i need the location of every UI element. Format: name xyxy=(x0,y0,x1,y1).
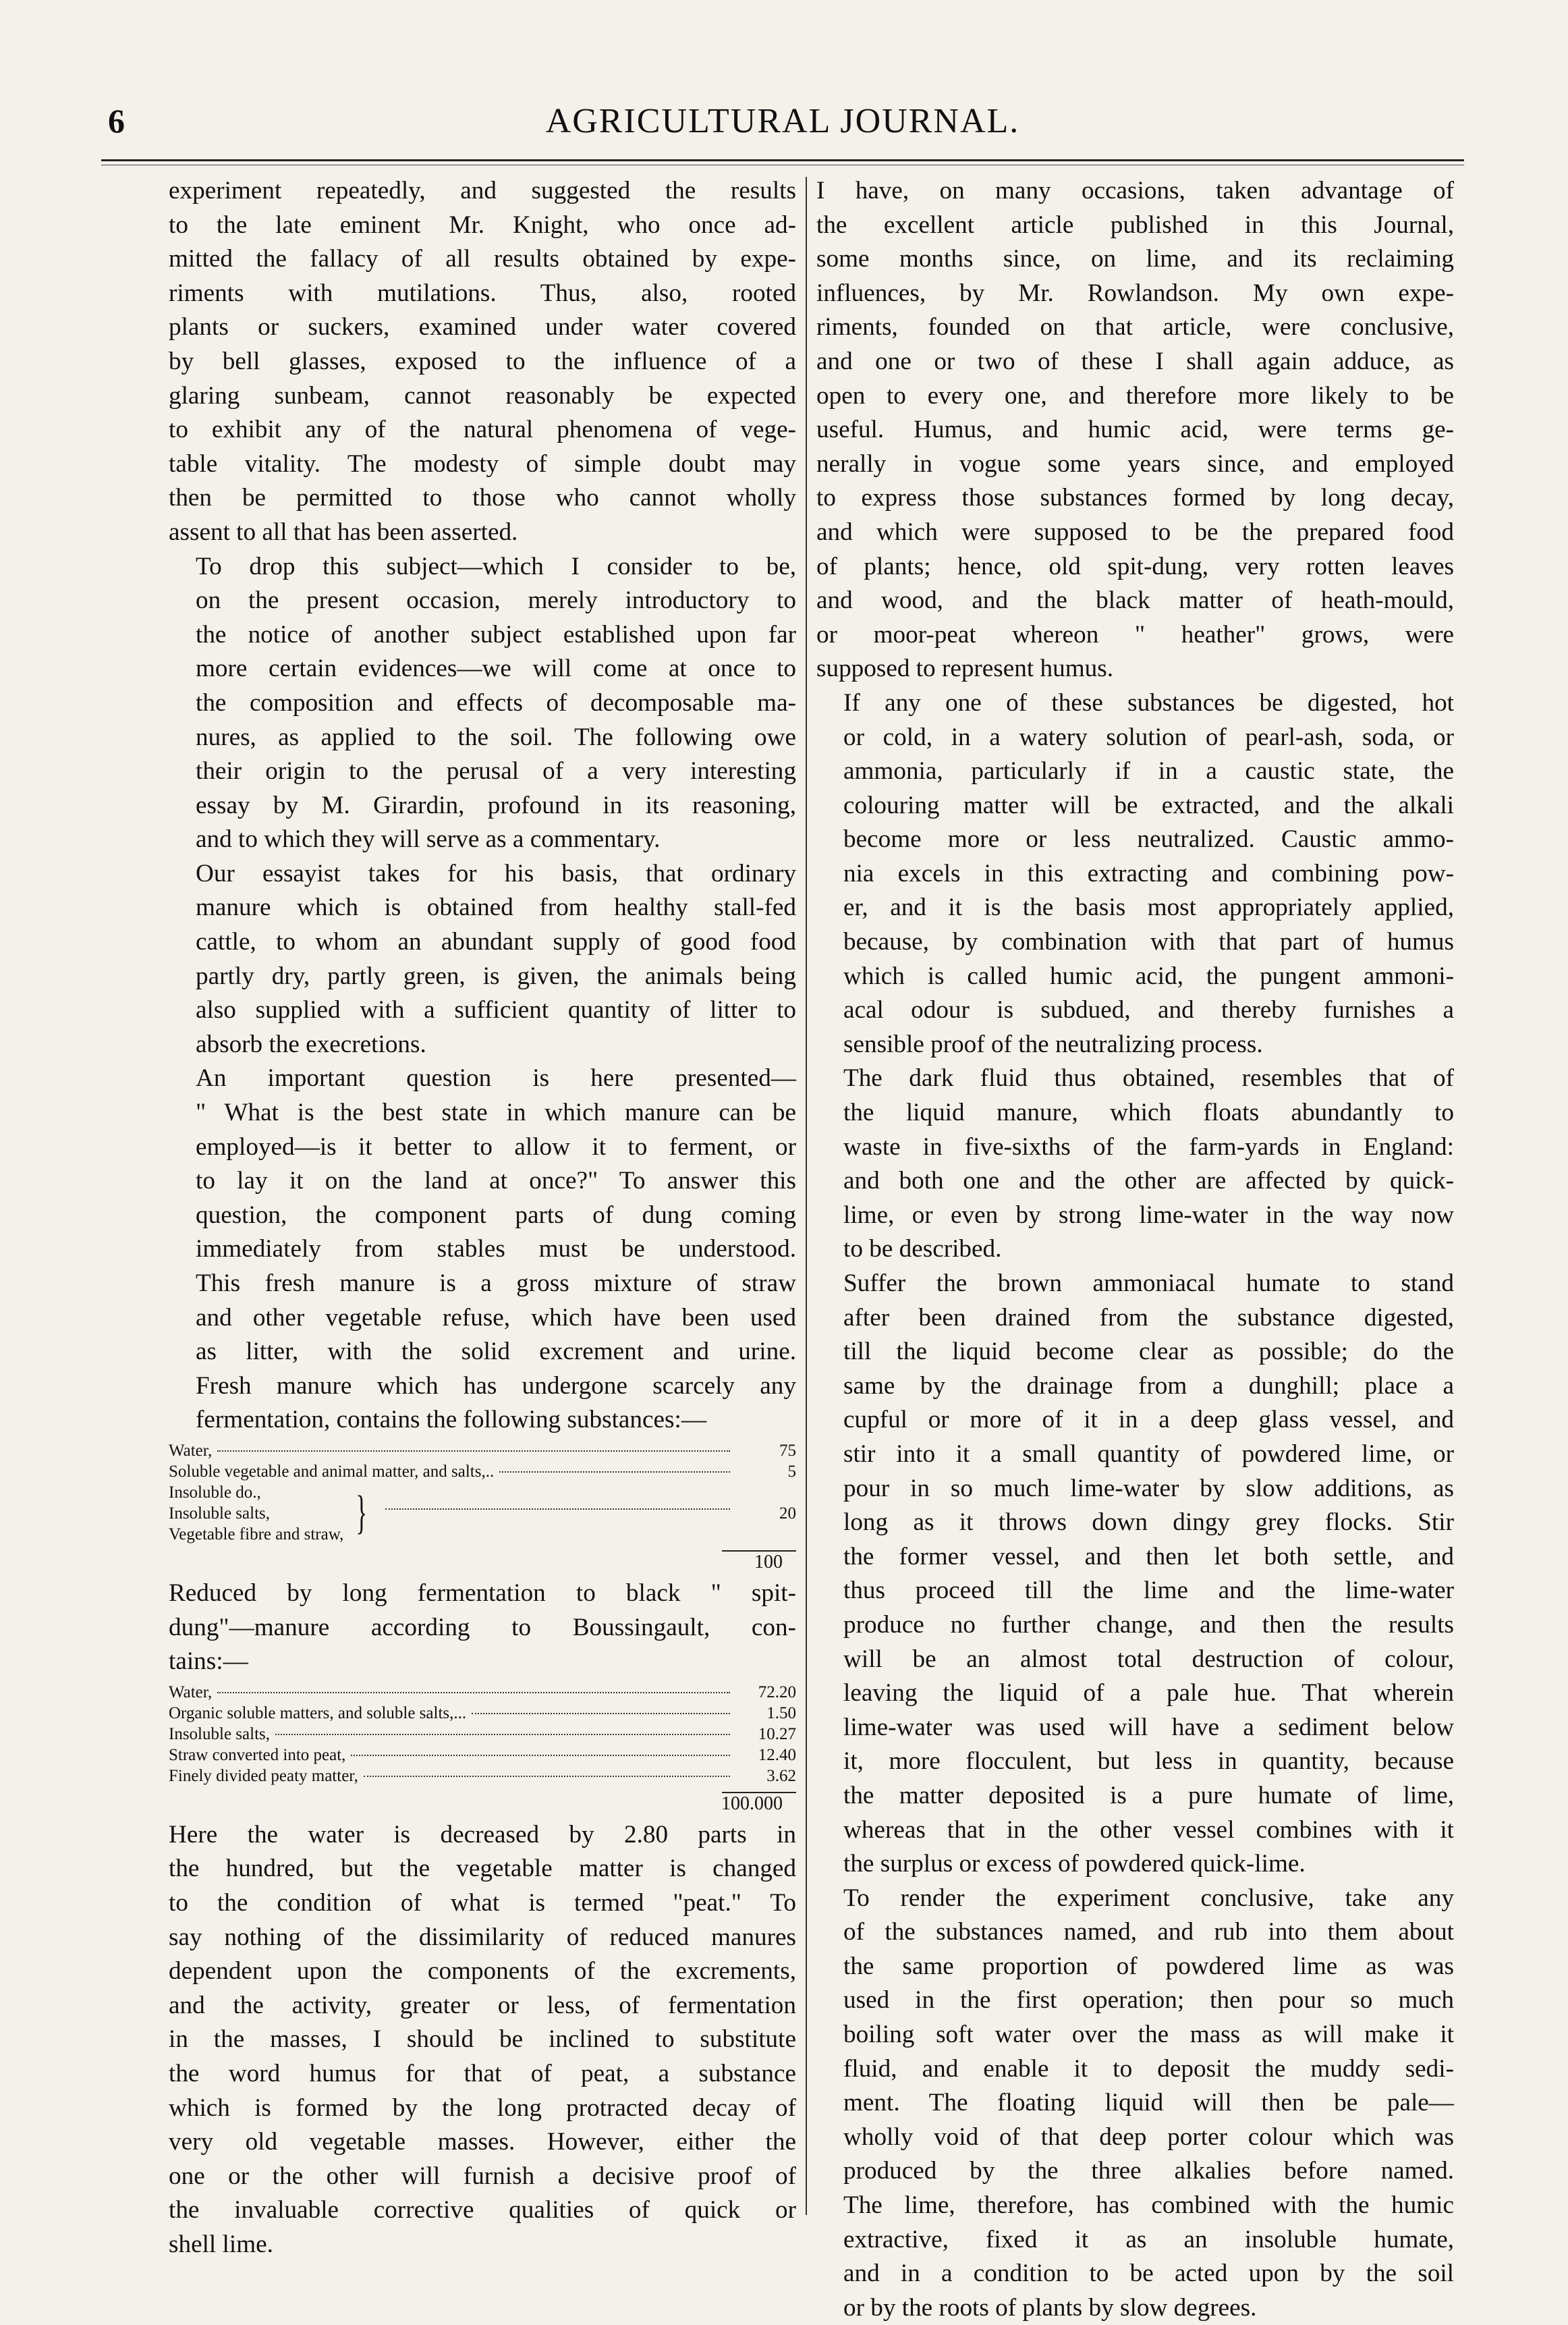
text-line: Suffer the brown ammoniacal humate to stand xyxy=(843,1269,1454,1297)
text-line: assent to all that has been asserted. xyxy=(169,518,518,546)
text-line: produced by the three alkalies before named. xyxy=(843,2157,1454,2185)
text-line: nures, as applied to the soil. The following owe xyxy=(196,723,796,751)
table-row: Finely divided peaty matter, 3.62 xyxy=(169,1766,796,1785)
paragraph xyxy=(816,1062,1454,1267)
text-line: cupful or more of it in a deep glass vessel, and xyxy=(843,1406,1454,1434)
page-number: 6 xyxy=(108,102,125,140)
text-line: more certain evidences—we will come at once to xyxy=(196,655,796,683)
text-line: will be an almost total destruction of colour, xyxy=(843,1645,1454,1673)
text-line: lime, or even by strong lime-water in the way now xyxy=(843,1201,1454,1229)
text-line: to the late eminent Mr. Knight, who once ad- xyxy=(169,211,796,239)
text-line: Reduced by long fermentation to black " spit- xyxy=(169,1579,796,1607)
text-line: and which were supposed to be the prepared food xyxy=(816,518,1454,546)
text-line: of plants; hence, old spit-dung, very rotten leaves xyxy=(816,552,1454,580)
text-line: mitted the fallacy of all results obtained by expe- xyxy=(169,245,796,273)
text-line: useful. Humus, and humic acid, were terms ge- xyxy=(816,416,1454,444)
text-line: employed—is it better to allow it to ferment, or xyxy=(196,1132,796,1161)
text-line: thus proceed till the lime and the lime-water xyxy=(843,1577,1454,1605)
text-line: or by the roots of plants by slow degrees. xyxy=(843,2293,1257,2322)
text-line: and one or two of these I shall again adduce, as xyxy=(816,347,1454,375)
text-line: and to which they will serve as a commentary. xyxy=(196,825,661,854)
paragraph xyxy=(169,550,796,857)
table-row: Water, 72.20 xyxy=(169,1683,796,1701)
text-line: nerally in vogue some years since, and employed xyxy=(816,449,1454,478)
text-line: by bell glasses, exposed to the influence of a xyxy=(169,347,796,375)
text-line: boiling soft water over the mass as will make it xyxy=(843,2021,1454,2049)
table-row: Insoluble salts, 10.27 xyxy=(169,1724,796,1743)
text-line: pour in so much lime-water by slow additions, as xyxy=(843,1474,1454,1502)
brace-glyph: } xyxy=(356,1487,368,1539)
text-line: Here the water is decreased by 2.80 parts in xyxy=(169,1820,796,1849)
text-line: riments, founded on that article, were conclusive, xyxy=(816,313,1454,341)
text-line: I have, on many occasions, taken advantage of xyxy=(816,177,1454,204)
page-header xyxy=(101,101,1464,155)
text-line: plants or suckers, examined under water covered xyxy=(169,313,796,341)
table-row: Soluble vegetable and animal matter, and salts,.. 5 xyxy=(169,1462,796,1481)
text-line: waste in five-sixths of the farm-yards in England: xyxy=(843,1132,1454,1161)
composition-table-fresh xyxy=(169,1440,796,1572)
text-line: to the condition of what is termed "peat." To xyxy=(169,1888,796,1917)
text-line: lime-water was used will have a sediment below xyxy=(843,1713,1454,1741)
text-line: of the substances named, and rub into them about xyxy=(843,1918,1454,1946)
paragraph xyxy=(169,1818,796,2262)
text-line: tains:— xyxy=(169,1647,248,1676)
text-line: leaving the liquid of a pale hue. That wherein xyxy=(843,1679,1454,1707)
text-line: Fresh manure which has undergone scarcely any xyxy=(196,1371,796,1400)
text-line: partly dry, partly green, is given, the animals being xyxy=(196,962,796,990)
text-line: colouring matter will be extracted, and the alkali xyxy=(843,791,1454,819)
text-line: the surplus or excess of powdered quick-lime. xyxy=(843,1850,1306,1878)
text-line: dependent upon the components of the excrements, xyxy=(169,1957,796,1986)
text-line: essay by M. Girardin, profound in its reasoning, xyxy=(196,791,796,819)
text-line: The lime, therefore, has combined with the humic xyxy=(843,2191,1454,2220)
text-line: the hundred, but the vegetable matter is changed xyxy=(169,1855,796,1883)
text-line: same by the drainage from a dunghill; place a xyxy=(843,1371,1454,1400)
text-line: and both one and the other are affected by quick- xyxy=(843,1167,1454,1195)
paragraph xyxy=(816,1882,1454,2325)
text-line: manure which is obtained from healthy stall-fed xyxy=(196,894,796,922)
text-line: the notice of another subject established upon far xyxy=(196,620,796,649)
text-line: very old vegetable masses. However, either the xyxy=(169,2128,796,2156)
text-line: dung"—manure according to Boussingault, con- xyxy=(169,1613,796,1641)
text-line: question, the component parts of dung coming xyxy=(196,1201,796,1229)
table-row: Water, 75 xyxy=(169,1441,796,1460)
text-line: ammonia, particularly if in a caustic state, the xyxy=(843,757,1454,786)
text-line: which is formed by the long protracted decay of xyxy=(169,2094,796,2122)
text-line: the word humus for that of peat, a substance xyxy=(169,2059,796,2087)
text-line: long as it throws down dingy grey flocks. Stir xyxy=(843,1508,1454,1537)
text-line: or cold, in a watery solution of pearl-ash, soda, or xyxy=(843,723,1454,751)
paragraph xyxy=(169,857,796,1062)
text-line: If any one of these substances be digested, hot xyxy=(843,688,1454,717)
right-column xyxy=(816,174,1454,2322)
text-line: then be permitted to those who cannot wholly xyxy=(169,484,796,512)
paragraph xyxy=(169,1062,796,1438)
text-line: cattle, to whom an abundant supply of good food xyxy=(196,928,796,956)
text-line: as litter, with the solid excrement and urine. xyxy=(196,1338,796,1366)
text-line: and the activity, greater or less, of fermentation xyxy=(169,1991,796,2019)
text-line: glaring sunbeam, cannot reasonably be expected xyxy=(169,381,796,410)
text-line: to be described. xyxy=(843,1235,1002,1263)
text-line: the composition and effects of decomposable ma- xyxy=(196,688,796,717)
text-line: or moor-peat whereon " heather" grows, were xyxy=(816,620,1454,649)
text-line: acal odour is subdued, and thereby furnishes a xyxy=(843,996,1454,1024)
text-line: and in a condition to be acted upon by the soil xyxy=(843,2260,1454,2288)
composition-table-reduced xyxy=(169,1682,796,1814)
text-line: the former vessel, and then let both settle, and xyxy=(843,1542,1454,1570)
text-line: nia excels in this extracting and combining pow- xyxy=(843,859,1454,887)
text-line: after been drained from the substance digested, xyxy=(843,1303,1454,1332)
text-line: Our essayist takes for his basis, that ordinary xyxy=(196,859,796,887)
text-line: fluid, and enable it to deposit the muddy sedi- xyxy=(843,2054,1454,2083)
table-row: Straw converted into peat, 12.40 xyxy=(169,1745,796,1764)
text-line: supposed to represent humus. xyxy=(816,655,1113,683)
text-line: also supplied with a sufficient quantity of litter to xyxy=(196,996,796,1024)
text-line: to express those substances formed by long decay, xyxy=(816,484,1454,512)
text-line: open to every one, and therefore more likely to be xyxy=(816,381,1454,410)
table-total: 100.000 xyxy=(721,1793,783,1814)
text-line: ment. The floating liquid will then be pale— xyxy=(843,2089,1454,2117)
text-line: extractive, fixed it as an insoluble humate, xyxy=(843,2225,1454,2253)
text-line: to lay it on the land at once?" To answer this xyxy=(196,1167,796,1195)
text-line: it, more flocculent, but less in quantity, because xyxy=(843,1747,1454,1776)
paragraph xyxy=(816,1267,1454,1882)
text-line: table vitality. The modesty of simple doubt may xyxy=(169,449,796,478)
text-line: An important question is here presented— xyxy=(196,1064,796,1093)
text-line: some months since, on lime, and its reclaiming xyxy=(816,245,1454,273)
text-line: the matter deposited is a pure humate of lime, xyxy=(843,1781,1454,1809)
text-line: wholly void of that deep porter colour which was xyxy=(843,2123,1454,2151)
running-head: AGRICULTURAL JOURNAL. xyxy=(545,102,1020,140)
text-line: on the present occasion, merely introductory to xyxy=(196,586,796,615)
text-line: This fresh manure is a gross mixture of straw xyxy=(196,1269,796,1297)
text-line: experiment repeatedly, and suggested the results xyxy=(169,177,796,204)
text-line: become more or less neutralized. Caustic ammo- xyxy=(843,825,1454,854)
column-divider xyxy=(806,177,807,2215)
table-row-bracketed: Insoluble do., Insoluble salts, Vegetable fibre and straw, } 20 xyxy=(169,1483,796,1543)
text-line: and wood, and the black matter of heath-mould, xyxy=(816,586,1454,615)
text-line: one or the other will furnish a decisive proof of xyxy=(169,2162,796,2190)
text-line: to exhibit any of the natural phenomena of vege- xyxy=(169,416,796,444)
text-line: because, by combination with that part of humus xyxy=(843,928,1454,956)
text-line: the invaluable corrective qualities of quick or xyxy=(169,2196,796,2224)
text-line: used in the first operation; then pour so much xyxy=(843,1986,1454,2015)
table-total: 100 xyxy=(754,1551,783,1572)
paragraph xyxy=(816,686,1454,1062)
text-line: in the masses, I should be inclined to substitute xyxy=(169,2025,796,2054)
paragraph xyxy=(169,1577,796,1679)
text-line: er, and it is the basis most appropriately applied, xyxy=(843,894,1454,922)
text-line: the excellent article published in this Journal, xyxy=(816,211,1454,239)
text-line: whereas that in the other vessel combines with it xyxy=(843,1815,1454,1844)
text-line: the liquid manure, which floats abundantly to xyxy=(843,1099,1454,1127)
text-line: riments with mutilations. Thus, also, rooted xyxy=(169,279,796,307)
left-column xyxy=(169,174,796,2258)
paragraph xyxy=(816,174,1454,686)
text-line: and other vegetable refuse, which have been used xyxy=(196,1303,796,1332)
text-line: fermentation, contains the following substances:— xyxy=(196,1406,707,1434)
header-rule xyxy=(101,159,1464,165)
text-line: their origin to the perusal of a very interesting xyxy=(196,757,796,786)
text-line: till the liquid become clear as possible; do the xyxy=(843,1338,1454,1366)
text-line: To drop this subject—which I consider to be, xyxy=(196,552,796,580)
table-row: Organic soluble matters, and soluble salts,... 1.50 xyxy=(169,1703,796,1722)
text-line: absorb the execretions. xyxy=(196,1030,426,1058)
text-line: sensible proof of the neutralizing process. xyxy=(843,1030,1263,1058)
paragraph xyxy=(169,174,796,550)
text-line: the same proportion of powdered lime as was xyxy=(843,1952,1454,1980)
text-line: stir into it a small quantity of powdered lime, or xyxy=(843,1440,1454,1468)
text-line: produce no further change, and then the results xyxy=(843,1610,1454,1639)
text-line: shell lime. xyxy=(169,2230,273,2258)
text-line: immediately from stables must be understood. xyxy=(196,1235,796,1263)
text-line: To render the experiment conclusive, take any xyxy=(843,1884,1454,1912)
text-line: The dark fluid thus obtained, resembles that of xyxy=(843,1064,1454,1093)
text-line: " What is the best state in which manure can be xyxy=(196,1099,796,1127)
text-line: say nothing of the dissimilarity of reduced manures xyxy=(169,1923,796,1951)
text-line: influences, by Mr. Rowlandson. My own expe- xyxy=(816,279,1454,307)
text-line: which is called humic acid, the pungent ammoni- xyxy=(843,962,1454,990)
